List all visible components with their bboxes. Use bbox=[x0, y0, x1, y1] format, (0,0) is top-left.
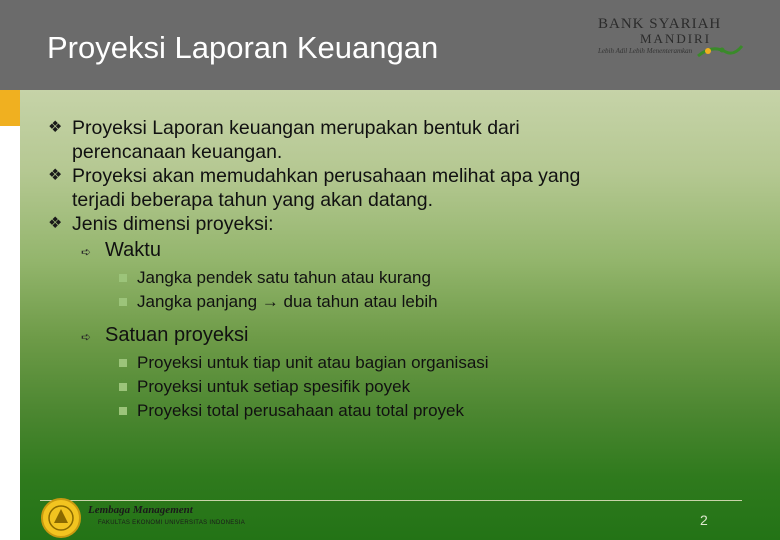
diamond-bullet-icon: ❖ bbox=[48, 167, 63, 184]
page-number: 2 bbox=[700, 512, 708, 528]
logo-mark-icon bbox=[696, 42, 744, 60]
logo-tagline: Lebih Adil Lebih Menenteramkan bbox=[598, 47, 693, 55]
list-item-text: Proyeksi untuk tiap unit atau bagian organisasi bbox=[137, 353, 489, 372]
bullet-text-line: terjadi beberapa tahun yang akan datang. bbox=[72, 189, 434, 211]
logo-line2: MANDIRI bbox=[640, 31, 712, 46]
bank-syariah-mandiri-logo bbox=[592, 16, 752, 66]
diamond-bullet-icon: ❖ bbox=[48, 215, 63, 232]
list-item-text: Jangka panjang → dua tahun atau lebih bbox=[137, 292, 438, 311]
slide-content bbox=[48, 116, 748, 431]
university-seal-icon bbox=[40, 497, 82, 539]
list-item bbox=[119, 290, 748, 314]
left-accent-bar bbox=[0, 90, 20, 540]
curved-arrow-bullet-icon: ➪ bbox=[81, 245, 92, 259]
satuan-list bbox=[48, 351, 748, 423]
bullet-text-line: perencanaan keuangan. bbox=[72, 141, 283, 163]
logo-line1: BANK SYARIAH bbox=[598, 16, 722, 32]
list-item-text: Jangka pendek satu tahun atau kurang bbox=[137, 268, 431, 287]
list-item bbox=[119, 375, 748, 399]
square-bullet-icon bbox=[119, 298, 127, 306]
waktu-list bbox=[48, 266, 748, 314]
footer-org-subtitle: FAKULTAS EKONOMI UNIVERSITAS INDONESIA bbox=[98, 520, 246, 526]
square-bullet-icon bbox=[119, 383, 127, 391]
bullet-point bbox=[48, 116, 748, 164]
square-bullet-icon bbox=[119, 274, 127, 282]
bullet-text-line: Jenis dimensi proyeksi: bbox=[72, 213, 274, 235]
square-bullet-icon bbox=[119, 359, 127, 367]
bullet-point bbox=[48, 164, 748, 212]
sub-bullet-waktu bbox=[48, 237, 748, 263]
square-bullet-icon bbox=[119, 407, 127, 415]
bullet-text-line: Proyeksi Laporan keuangan merupakan bentuk dari bbox=[72, 117, 520, 139]
sub-bullet-satuan bbox=[48, 322, 748, 348]
curved-arrow-bullet-icon: ➪ bbox=[81, 330, 92, 344]
footer-divider bbox=[40, 500, 742, 501]
list-item bbox=[119, 266, 748, 290]
sub-bullet-label: Waktu bbox=[105, 239, 161, 261]
slide-header bbox=[0, 0, 780, 90]
slide-title: Proyeksi Laporan Keuangan bbox=[47, 30, 439, 65]
diamond-bullet-icon: ❖ bbox=[48, 119, 63, 136]
list-item bbox=[119, 399, 748, 423]
list-item-text: Proyeksi untuk setiap spesifik poyek bbox=[137, 377, 411, 396]
footer-org-name: Lembaga Management bbox=[88, 504, 193, 516]
list-item-text: Proyeksi total perusahaan atau total proyek bbox=[137, 401, 464, 420]
bullet-point bbox=[48, 212, 748, 236]
list-item bbox=[119, 351, 748, 375]
sub-bullet-label: Satuan proyeksi bbox=[105, 324, 249, 346]
bullet-text-line: Proyeksi akan memudahkan perusahaan melihat apa yang bbox=[72, 165, 581, 187]
